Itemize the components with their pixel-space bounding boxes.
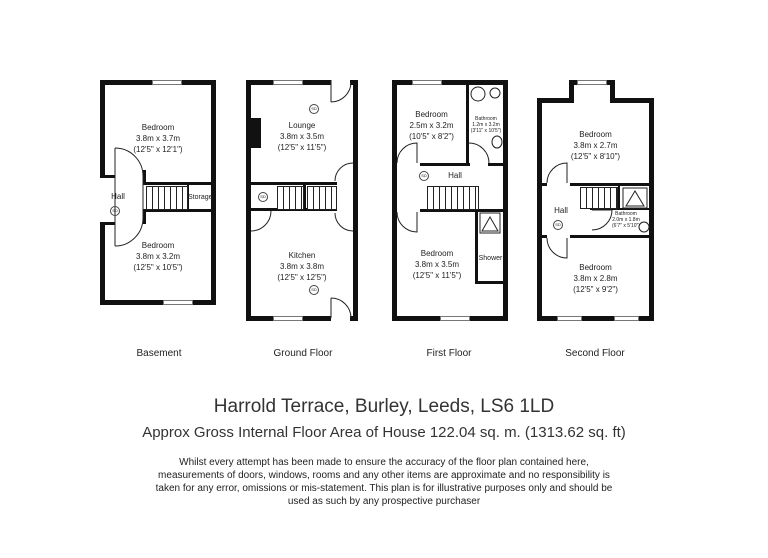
smoke-detector-icon: SD [309,104,319,114]
room-label: Storage [188,194,213,201]
room-label: Kitchen 3.8m x 3.8m (12'5" x 12'5") [277,251,327,282]
room-label: Hall [111,192,125,201]
smoke-detector-icon: SD [110,206,120,216]
disclaimer: Whilst every attempt has been made to ensure the accuracy of the floor plan contained here, measurements of doors, windows, rooms and any other items are approximate and no responsibility is taken for any error, omissions or mis-statement. This plan is for illustrative purposes only and should be used as such by any prospective purchaser [155,457,613,507]
room-label: Shower [478,255,503,262]
smoke-detector-icon: SD [258,192,268,202]
floor-label: Basement [136,348,182,359]
room-label: Bedroom 2.5m x 3.2m (10'5" x 8'2") [409,110,454,141]
smoke-detector-icon: SD [553,220,563,230]
smoke-detector-icon: SD [309,285,319,295]
door-icon [547,238,569,260]
room-label: Lounge 3.8m x 3.5m (12'5" x 11'5") [277,121,327,152]
room-label: Bedroom 3.8m x 3.7m (12'5" x 12'1") [133,123,183,154]
door-icon [251,211,273,233]
door-icon [331,298,353,320]
door-icon [547,163,569,185]
room-label: Bedroom 3.8m x 3.5m (12'5" x 11'5") [412,249,462,280]
door-icon [335,163,355,233]
room-label: Bathroom 1.2m x 3.2m (3'11" x 10'5") [470,116,502,134]
room-label: Hall [448,171,462,180]
room-label: Hall [554,206,568,215]
smoke-detector-icon: SD [419,171,429,181]
room-label: Bathroom 2.0m x 1.8m (6'7" x 5'10") [612,211,640,229]
room-label: Bedroom 3.8m x 2.8m (12'5" x 9'2") [573,263,618,294]
floor-area-subtitle: Approx Gross Internal Floor Area of House 122.04 sq. m. (1313.62 sq. ft) [142,424,626,441]
floor-label: First Floor [426,348,472,359]
room-label: Bedroom 3.8m x 2.7m (12'5" x 8'10") [570,130,621,161]
room-label: Bedroom 3.8m x 3.2m (12'5" x 10'5") [133,241,183,272]
door-icon [331,80,353,105]
shower-tray-icon [479,212,501,234]
floor-label: Second Floor [565,348,625,359]
door-icon [397,212,419,234]
door-icon [397,143,419,165]
property-title: Harrold Terrace, Burley, Leeds, LS6 1LD [213,396,555,417]
floor-label: Ground Floor [273,348,333,359]
